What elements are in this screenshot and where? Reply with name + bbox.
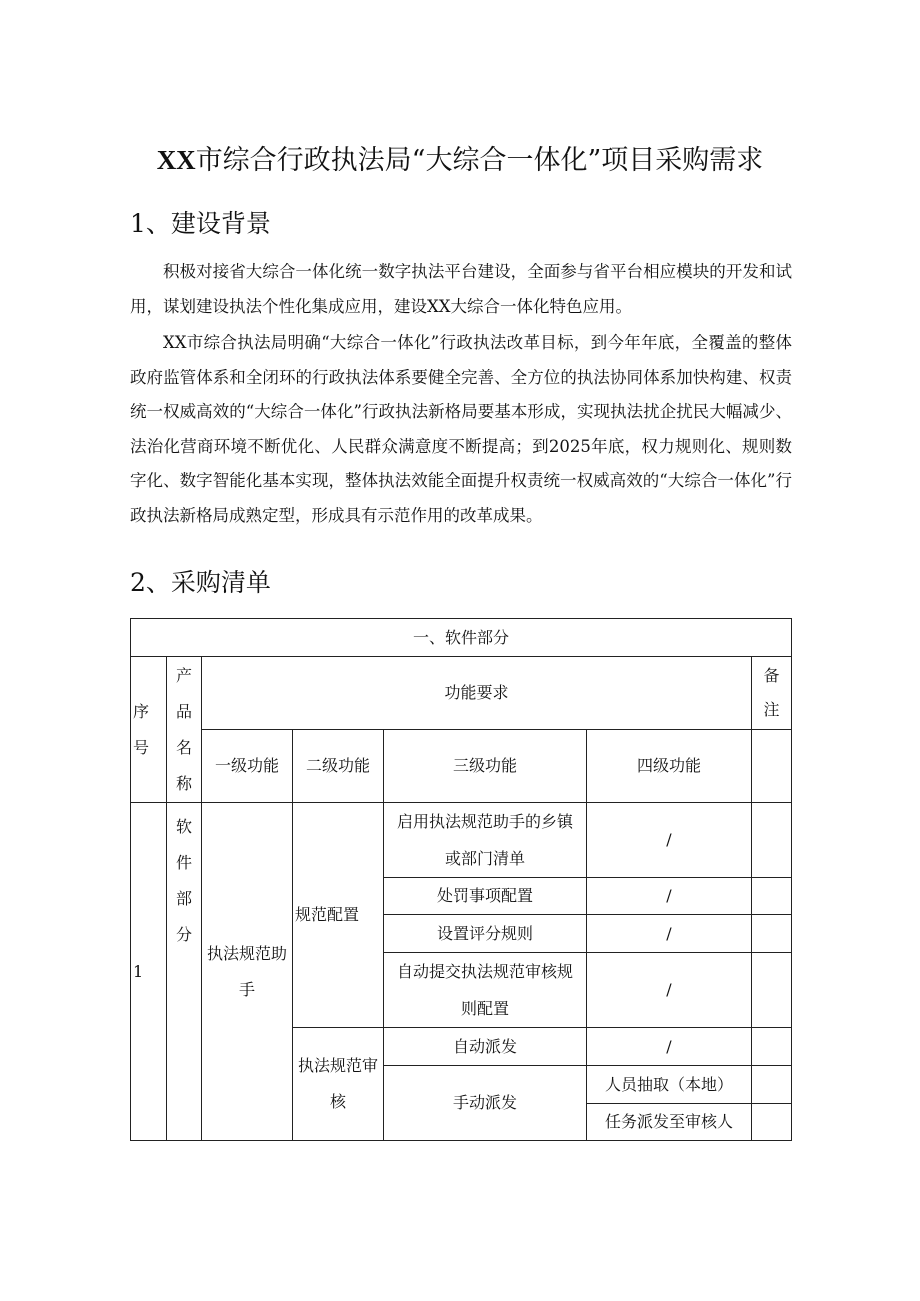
background-paragraph-2: XX市综合执法局明确“大综合一体化”行政执法改革目标，到今年年底，全覆盖的整体政府监管体系和全闭环的行政执法体系要健全完善、全方位的执法协同体系加快构建、权责统一权威高效的“大综合一体化”行政执法新格局要基本形成，实现执法扰企扰民大幅减少、法治化营商环境不断优化、人民群众满意度不断提高；到2025年底，权力规则化、规则数字化、数字智能化基本实现，整体执法效能全面提升权责统一权威高效的“大综合一体化”行政执法新格局成熟定型，形成具有示范作用的改革成果。 xyxy=(130,333,792,525)
row-level1-label: 执法规范助手 xyxy=(206,943,287,999)
header-product xyxy=(167,657,202,803)
row-level4: 任务派发至审核人 xyxy=(587,1104,752,1141)
document-title xyxy=(0,138,920,177)
title-prefix: XX xyxy=(156,145,196,175)
header-seq xyxy=(131,657,167,803)
row-level2-review xyxy=(293,1028,384,1141)
header-remark-label: 备注 xyxy=(763,666,780,719)
row-level3: 处罚事项配置 xyxy=(384,878,587,915)
header-remark xyxy=(752,657,792,730)
row-level3: 设置评分规则 xyxy=(384,915,587,953)
row-level4: / xyxy=(587,953,752,1028)
header-level2: 二级功能 xyxy=(293,730,384,803)
row-remark xyxy=(752,1028,792,1066)
row-remark xyxy=(752,803,792,878)
row-level4: / xyxy=(587,1028,752,1066)
row-remark xyxy=(752,1066,792,1104)
procurement-table xyxy=(130,618,792,1141)
row-level1 xyxy=(202,803,293,1141)
header-seq-label: 序号 xyxy=(133,701,150,757)
row-remark xyxy=(752,915,792,953)
row-seq: 1 xyxy=(131,803,167,1141)
section-heading-background: 1、建设背景 xyxy=(130,209,271,238)
header-level1: 一级功能 xyxy=(202,730,293,803)
row-level4: 人员抽取（本地） xyxy=(587,1066,752,1104)
title-rest: 市综合行政执法局“大综合一体化”项目采购需求 xyxy=(195,145,764,176)
header-remark-empty xyxy=(752,730,792,803)
row-remark xyxy=(752,1104,792,1141)
header-level4: 四级功能 xyxy=(587,730,752,803)
header-product-label: 产品名称 xyxy=(175,665,192,793)
table-caption: 一、软件部分 xyxy=(131,619,792,657)
row-level3: 启用执法规范助手的乡镇或部门清单 xyxy=(384,803,587,878)
row-level4: / xyxy=(587,915,752,953)
section-heading-procurement: 2、采购清单 xyxy=(130,568,271,597)
row-product-name xyxy=(167,803,202,1141)
row-level4: / xyxy=(587,803,752,878)
row-level3: 手动派发 xyxy=(384,1066,587,1141)
row-level4: / xyxy=(587,878,752,915)
row-level2-review-label: 执法规范审核 xyxy=(297,1056,378,1111)
row-remark xyxy=(752,953,792,1028)
header-level3: 三级功能 xyxy=(384,730,587,803)
row-level3: 自动提交执法规范审核规则配置 xyxy=(384,953,587,1028)
row-remark xyxy=(752,878,792,915)
header-func-req: 功能要求 xyxy=(202,657,752,730)
background-paragraph-1: 积极对接省大综合一体化统一数字执法平台建设，全面参与省平台相应模块的开发和试用，谋划建设执法个性化集成应用，建设XX大综合一体化特色应用。 xyxy=(130,262,792,316)
row-product-name-label: 软件部分 xyxy=(175,817,192,944)
row-level3: 自动派发 xyxy=(384,1028,587,1066)
row-level2-config: 规范配置 xyxy=(293,803,384,1028)
